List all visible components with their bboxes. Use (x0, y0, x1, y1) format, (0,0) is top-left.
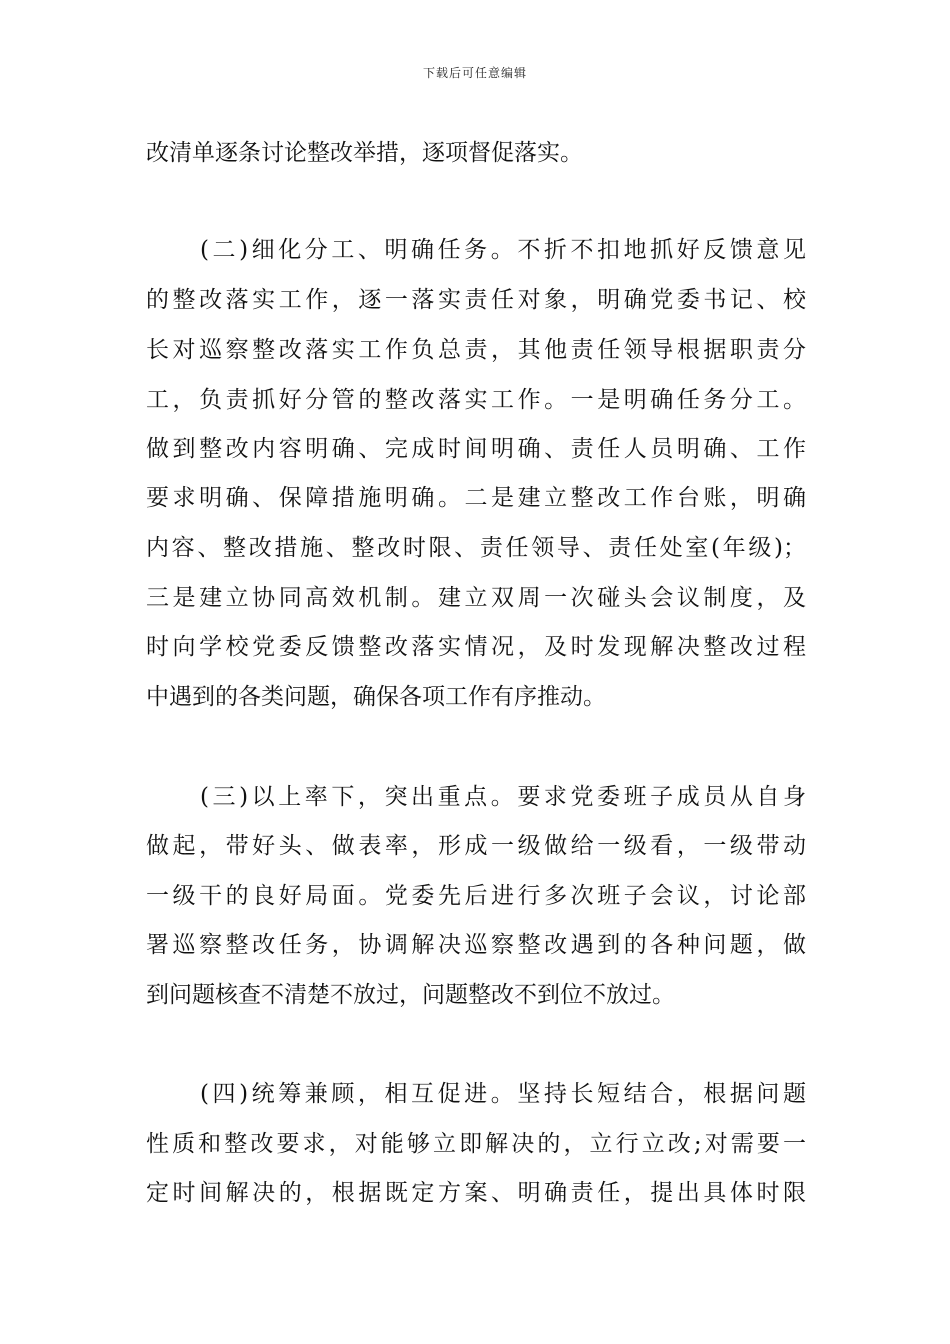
paragraph-4-line-3: 定时间解决的，根据既定方案、明确责任，提出具体时限 (146, 1180, 806, 1206)
paragraph-3-line-5: 到问题核查不清楚不放过，问题整改不到位不放过。 (146, 982, 675, 1008)
paragraph-2-line-7: 内容、整改措施、整改时限、责任领导、责任处室(年级)； (146, 535, 806, 561)
paragraph-1-line-1: 改清单逐条讨论整改举措，逐项督促落实。 (146, 140, 583, 166)
paragraph-2-line-3: 长对巡察整改落实工作负总责，其他责任领导根据职责分 (146, 337, 806, 363)
paragraph-2-line-1: (二)细化分工、明确任务。不折不扣地抓好反馈意见 (200, 237, 806, 263)
paragraph-2-line-9: 时向学校党委反馈整改落实情况，及时发现解决整改过程 (146, 634, 806, 660)
paragraph-4-line-1: (四)统筹兼顾，相互促进。坚持长短结合，根据问题 (200, 1081, 806, 1107)
paragraph-3-line-1: (三)以上率下，突出重点。要求党委班子成员从自身 (200, 784, 806, 810)
page-header-note: 下载后可任意编辑 (422, 66, 527, 80)
paragraph-4-line-2: 性质和整改要求，对能够立即解决的，立行立改;对需要一 (146, 1131, 806, 1157)
paragraph-2-line-5: 做到整改内容明确、完成时间明确、责任人员明确、工作 (146, 436, 806, 462)
paragraph-2-line-2: 的整改落实工作，逐一落实责任对象，明确党委书记、校 (146, 287, 806, 313)
paragraph-2-line-8: 三是建立协同高效机制。建立双周一次碰头会议制度，及 (146, 585, 806, 611)
paragraph-3-line-2: 做起，带好头、做表率，形成一级做给一级看，一级带动 (146, 833, 806, 859)
paragraph-2-line-10: 中遇到的各类问题，确保各项工作有序推动。 (146, 684, 606, 710)
paragraph-2-line-6: 要求明确、保障措施明确。二是建立整改工作台账，明确 (146, 485, 806, 511)
paragraph-3-line-3: 一级干的良好局面。党委先后进行多次班子会议，讨论部 (146, 883, 806, 909)
paragraph-2-line-4: 工，负责抓好分管的整改落实工作。一是明确任务分工。 (146, 387, 806, 413)
paragraph-3-line-4: 署巡察整改任务，协调解决巡察整改遇到的各种问题，做 (146, 932, 806, 958)
